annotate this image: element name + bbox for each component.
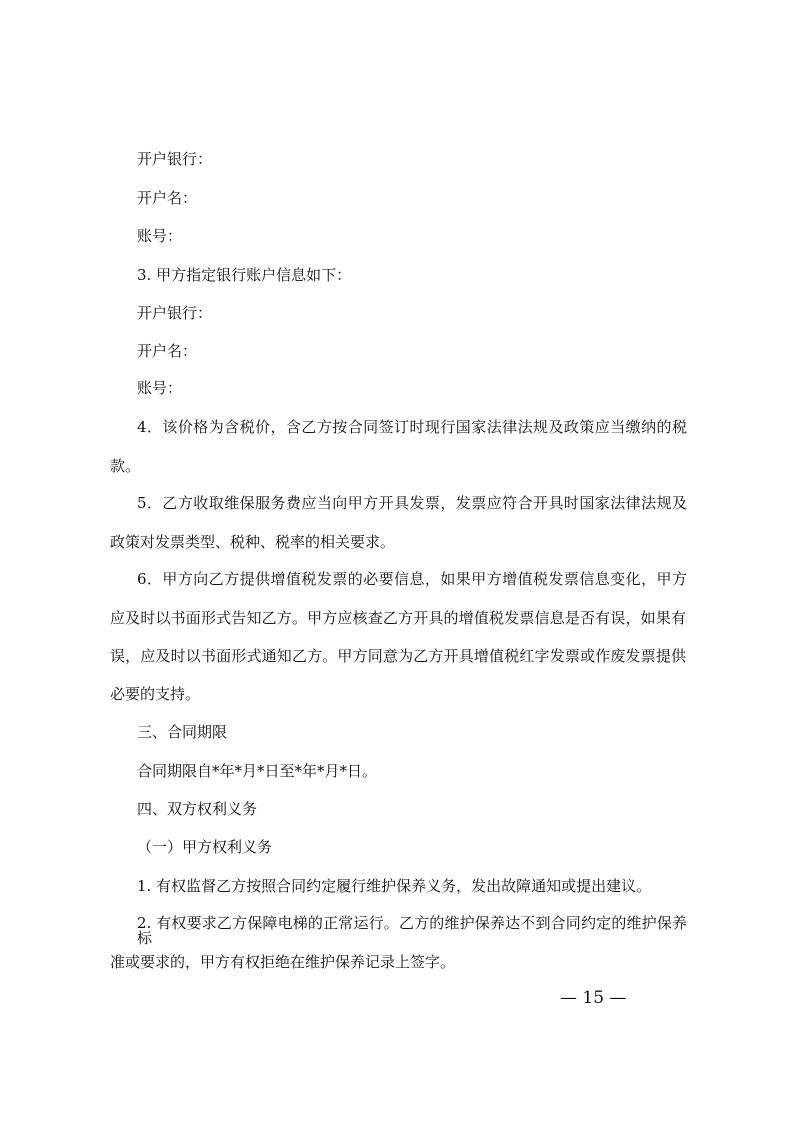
section-4-heading: 四、双方权利义务 xyxy=(137,800,258,818)
section-4-item-1: 1. 有权监督乙方按照合同约定履行维护保养义务，发出故障通知或提出建议。 xyxy=(137,877,652,895)
clause-6-line-3: 误，应及时以书面形式通知乙方。甲方同意为乙方开具增值税红字发票或作废发票提供 xyxy=(110,647,686,665)
section-4-item-2-line-1: 2. 有权要求乙方保障电梯的正常运行。乙方的维护保养达不到合同约定的维护保养标 xyxy=(137,914,687,947)
clause-6-line-4: 必要的支持。 xyxy=(110,685,201,703)
clause-3-account-name-label: 开户名： xyxy=(137,342,198,360)
section-3-heading: 三、合同期限 xyxy=(137,723,228,741)
clause-3-bank-label: 开户银行： xyxy=(137,304,213,322)
clause-6-line-2: 应及时以书面形式告知乙方。甲方应核查乙方开具的增值税发票信息是否有误，如果有 xyxy=(110,609,686,627)
section-3-body: 合同期限自*年*月*日至*年*月*日。 xyxy=(137,762,378,780)
section-4-item-2-line-2: 准或要求的，甲方有权拒绝在维护保养记录上签字。 xyxy=(110,953,456,971)
clause-4-line-1: 4．该价格为含税价，含乙方按合同签订时现行国家法律法规及政策应当缴纳的税 xyxy=(137,418,687,436)
section-4-subsection-1-heading: （一）甲方权利义务 xyxy=(137,838,273,856)
clause-5-line-1: 5．乙方收取维保服务费应当向甲方开具发票，发票应符合开具时国家法律法规及 xyxy=(137,494,687,512)
page-number: — 15 — xyxy=(560,988,627,1008)
clause-3-heading: 3. 甲方指定银行账户信息如下： xyxy=(137,266,352,284)
payee-bank-label: 开户银行： xyxy=(137,150,213,168)
clause-5-line-2: 政策对发票类型、税种、税率的相关要求。 xyxy=(110,533,396,551)
clause-3-account-number-label: 账号： xyxy=(137,379,183,397)
clause-6-line-1: 6．甲方向乙方提供增值税发票的必要信息，如果甲方增值税发票信息变化，甲方 xyxy=(137,570,687,588)
payee-account-name-label: 开户名： xyxy=(137,189,198,207)
payee-account-number-label: 账号： xyxy=(137,227,183,245)
clause-4-line-2: 款。 xyxy=(110,457,141,475)
